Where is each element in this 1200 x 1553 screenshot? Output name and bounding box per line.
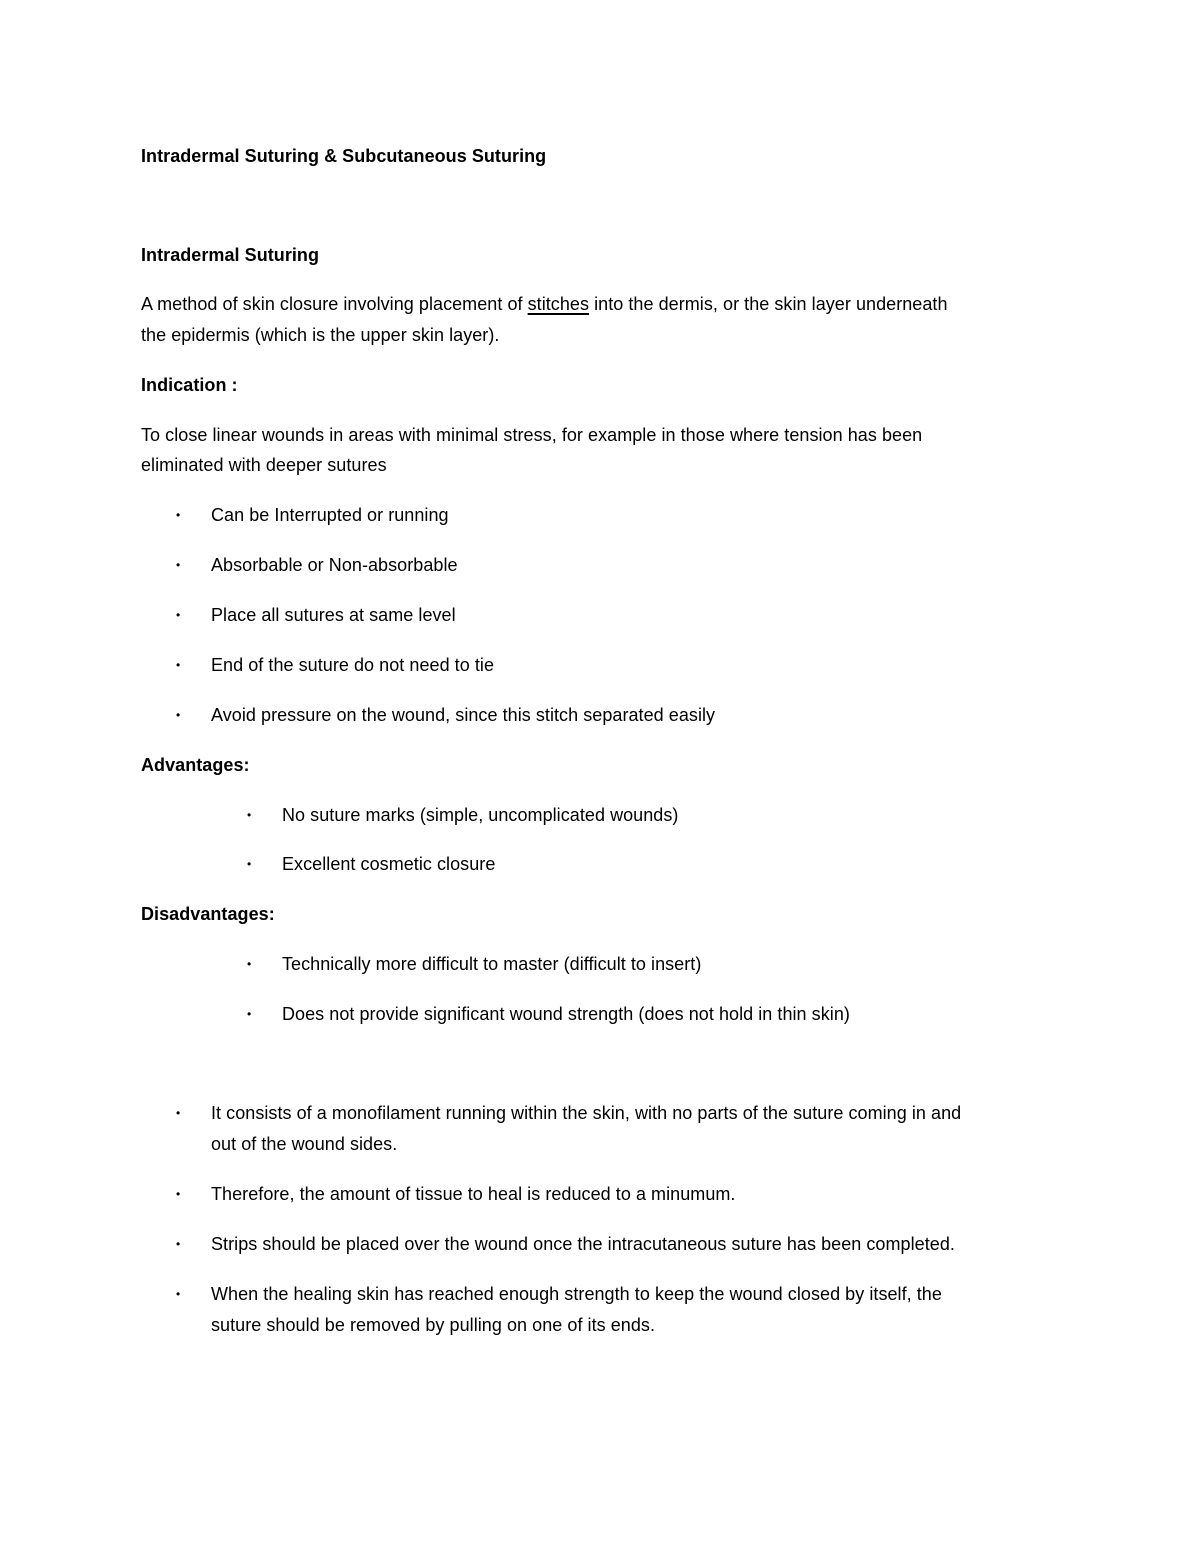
bullet-glyph: • [176,1187,181,1201]
bullet-glyph: • [176,1237,181,1251]
list-item-text: It consists of a monofilament running within the skin, with no parts of the suture coming in and [211,1103,962,1123]
bullet-glyph: • [247,808,252,822]
list-item-text: Excellent cosmetic closure [282,854,496,874]
stitches-link[interactable]: stitches [527,294,590,314]
bullet-glyph: • [176,1106,181,1120]
list-item-text: Does not provide significant wound strength (does not hold in thin skin) [282,1004,850,1024]
list-item-text-continued: suture should be removed by pulling on one of its ends. [211,1315,656,1335]
list-item-text: Strips should be placed over the wound once the intracutaneous suture has been completed. [211,1234,955,1254]
definition-line-2: the epidermis (which is the upper skin layer). [141,325,500,345]
list-item-text: No suture marks (simple, uncomplicated wounds) [282,805,679,825]
bullet-glyph: • [247,1007,252,1021]
definition-text-before: A method of skin closure involving placement of [141,294,528,314]
disadvantages-heading: Disadvantages: [141,904,275,924]
bullet-glyph: • [247,957,252,971]
list-item-text-continued: out of the wound sides. [211,1134,398,1154]
list-item-text: Therefore, the amount of tissue to heal is reduced to a minumum. [211,1184,736,1204]
bullet-glyph: • [176,508,181,522]
indication-line-2: eliminated with deeper sutures [141,455,387,475]
list-item-text: Technically more difficult to master (difficult to insert) [282,954,702,974]
indication-heading: Indication : [141,375,238,395]
list-item-text: End of the suture do not need to tie [211,655,495,675]
definition-line-1 [141,293,948,315]
bullet-glyph: • [247,857,252,871]
bullet-glyph: • [176,558,181,572]
indication-line-1: To close linear wounds in areas with minimal stress, for example in those where tension has been [141,425,923,445]
bullet-glyph: • [176,1287,181,1301]
bullet-glyph: • [176,608,181,622]
definition-text-after: into the dermis, or the skin layer underneath [589,294,948,314]
document-title: Intradermal Suturing & Subcutaneous Suturing [141,146,547,166]
list-item-text: Can be Interrupted or running [211,505,449,525]
list-item-text: Absorbable or Non-absorbable [211,555,458,575]
list-item-text: Place all sutures at same level [211,605,456,625]
list-item-text: When the healing skin has reached enough strength to keep the wound closed by itself, the [211,1284,942,1304]
advantages-heading: Advantages: [141,755,250,775]
section-heading: Intradermal Suturing [141,245,320,265]
bullet-glyph: • [176,658,181,672]
bullet-glyph: • [176,708,181,722]
list-item-text: Avoid pressure on the wound, since this stitch separated easily [211,705,716,725]
